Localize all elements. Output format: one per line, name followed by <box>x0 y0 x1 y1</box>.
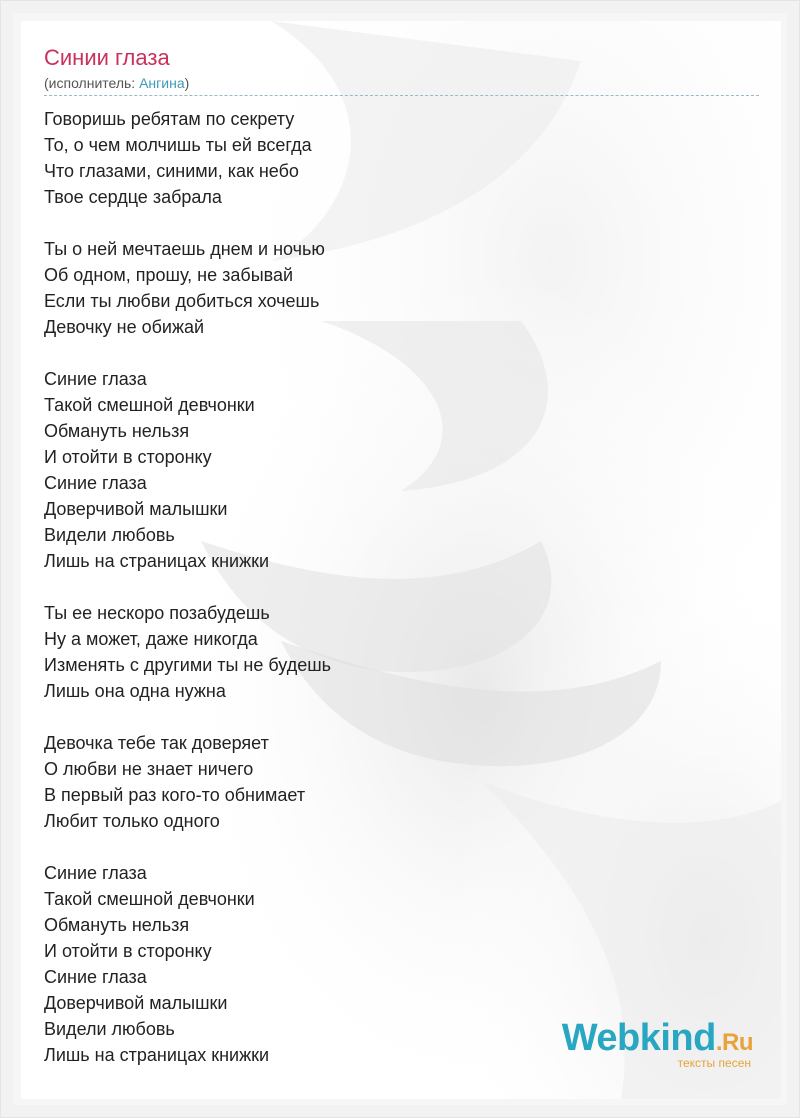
stanza-gap <box>44 834 759 860</box>
lyric-line: Доверчивой малышки <box>44 499 228 519</box>
site-logo[interactable] <box>562 1018 753 1069</box>
lyric-line: Такой смешной девчонки <box>44 395 255 415</box>
stanza-gap <box>44 340 759 366</box>
lyric-line: Что глазами, синими, как небо <box>44 161 299 181</box>
lyric-line: Девочку не обижай <box>44 317 205 337</box>
lyric-line: И отойти в сторонку <box>44 447 212 467</box>
lyric-line: Ну а может, даже никогда <box>44 629 258 649</box>
verse <box>44 236 759 340</box>
artist-line <box>44 74 759 92</box>
logo-domain: .Ru <box>715 1029 753 1056</box>
lyric-line: Твое сердце забрала <box>44 187 222 207</box>
lyric-line: Такой смешной девчонки <box>44 889 255 909</box>
lyric-line: Лишь на страницах книжки <box>44 1045 270 1065</box>
lyric-line: Говоришь ребятам по секрету <box>44 109 295 129</box>
lyric-line: И отойти в сторонку <box>44 941 212 961</box>
lyric-line: Ты о ней мечтаешь днем и ночью <box>44 239 325 259</box>
lyric-line: В первый раз кого-то обнимает <box>44 785 306 805</box>
stanza-gap <box>44 704 759 730</box>
artist-link[interactable]: Ангина <box>139 75 185 91</box>
stanza-gap <box>44 574 759 600</box>
song-title: Синии глаза <box>44 45 170 70</box>
lyric-line: Обмануть нельзя <box>44 421 190 441</box>
lyric-line: Синие глаза <box>44 369 147 389</box>
lyric-line: Лишь на страницах книжки <box>44 551 270 571</box>
artist-prefix: (исполнитель: <box>44 75 140 91</box>
title-divider <box>44 95 759 96</box>
lyric-line: Если ты любви добиться хочешь <box>44 291 320 311</box>
lyric-line: О любви не знает ничего <box>44 759 254 779</box>
stanza-gap <box>44 210 759 236</box>
song-content <box>44 44 759 1068</box>
logo-tagline: тексты песен <box>677 1056 751 1070</box>
verse <box>44 730 759 834</box>
logo-name: Webkind <box>561 1017 716 1059</box>
lyric-line: Обмануть нельзя <box>44 915 190 935</box>
lyric-line: Любит только одного <box>44 811 220 831</box>
lyric-line: Ты ее нескоро позабудешь <box>44 603 270 623</box>
verse <box>44 600 759 704</box>
lyric-line: Синие глаза <box>44 473 147 493</box>
chorus <box>44 366 759 574</box>
lyric-line: Синие глаза <box>44 967 147 987</box>
lyric-line: То, о чем молчишь ты ей всегда <box>44 135 312 155</box>
lyric-line: Синие глаза <box>44 863 147 883</box>
lyric-line: Видели любовь <box>44 1019 175 1039</box>
lyric-line: Об одном, прошу, не забывай <box>44 265 294 285</box>
lyric-line: Лишь она одна нужна <box>44 681 226 701</box>
lyrics-card <box>21 21 781 1099</box>
lyric-line: Доверчивой малышки <box>44 993 228 1013</box>
lyric-line: Девочка тебе так доверяет <box>44 733 269 753</box>
artist-suffix: ) <box>184 75 190 91</box>
lyrics-body <box>44 106 759 1068</box>
verse <box>44 106 759 210</box>
lyric-line: Видели любовь <box>44 525 175 545</box>
lyric-line: Изменять с другими ты не будешь <box>44 655 332 675</box>
